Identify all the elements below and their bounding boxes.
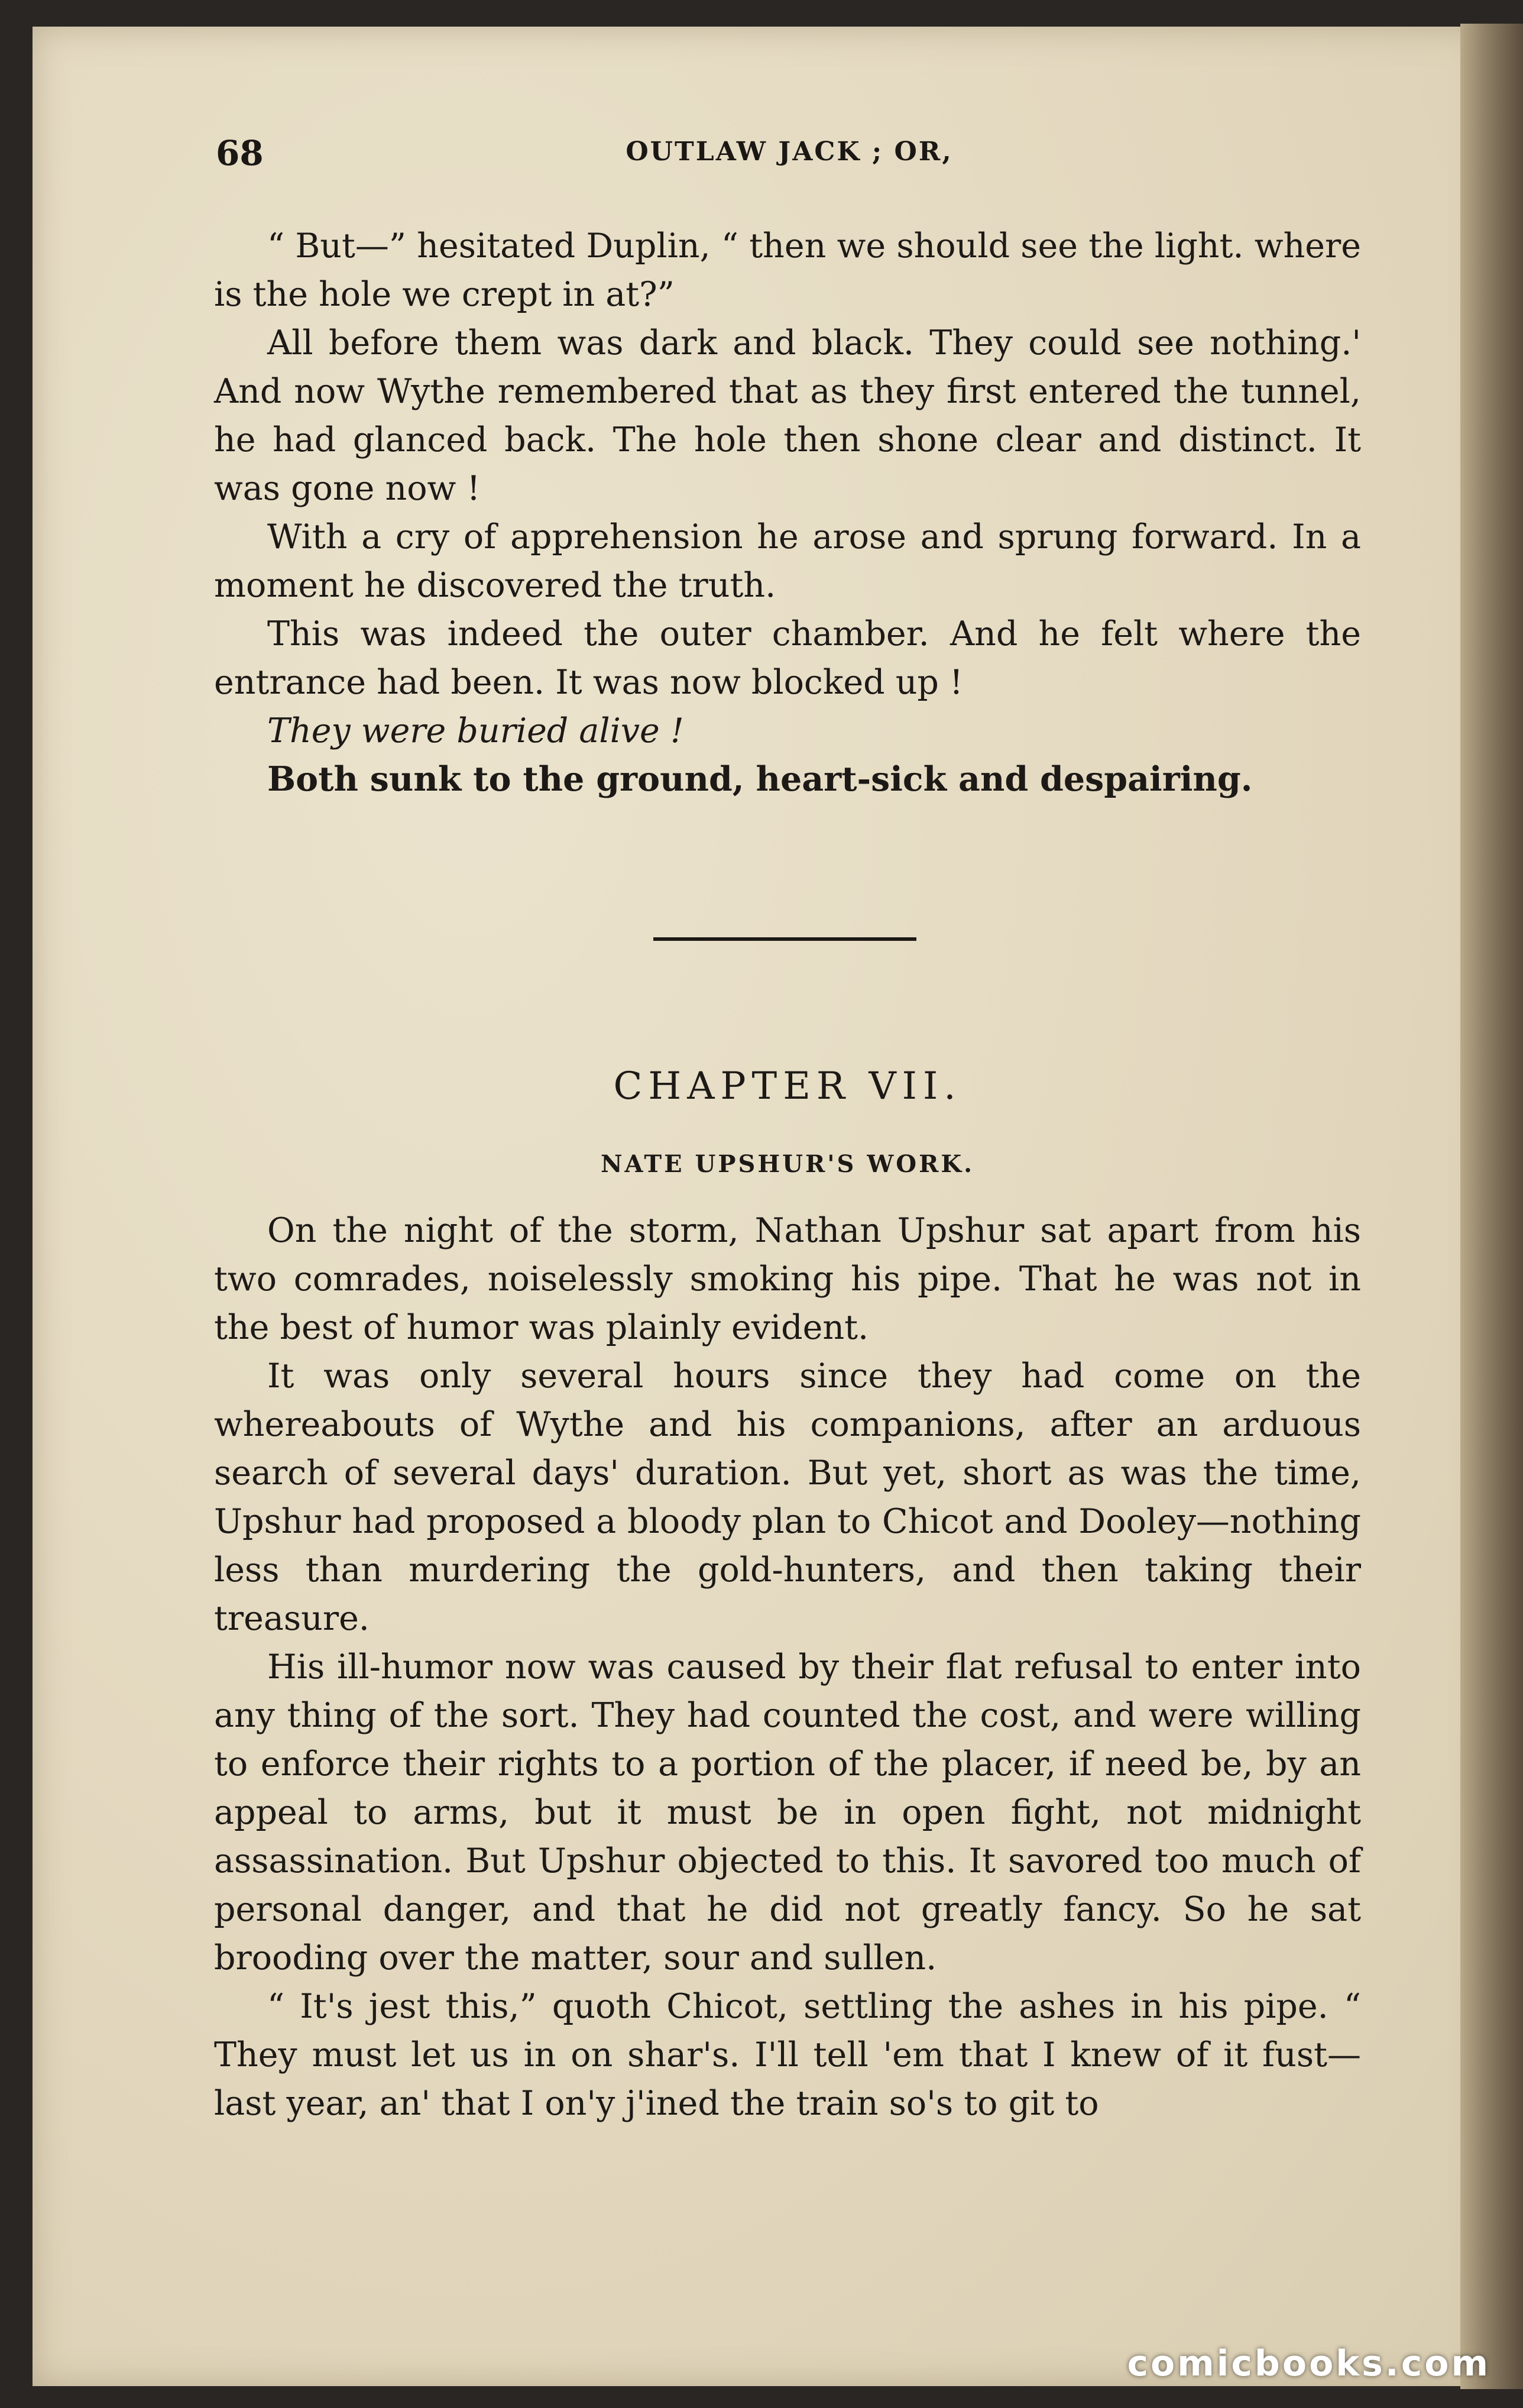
paragraph: All before them was dark and black. They could see nothing.' And now Wythe remembered that as they first entered the tunnel, he had glanced back. The hole then shone clear and distinct. It was gone now ! xyxy=(214,323,1361,508)
paragraph: It was only several hours since they had come on the whereabouts of Wythe and his companions, after an arduous search of several days' duration. But yet, short as was the time, Upshur had proposed a bloody plan to Chicot and Dooley—nothing less than murdering the gold-hunters, and then taking their treasure. xyxy=(214,1357,1361,1638)
chapter-subtitle: NATE UPSHUR'S WORK. xyxy=(600,1150,975,1178)
book-spine xyxy=(1460,24,1523,2389)
paragraph: They were buried alive ! xyxy=(267,711,684,750)
paragraph: This was indeed the outer chamber. And he felt where the entrance had been. It was now blocked up ! xyxy=(214,614,1361,702)
paragraph: “ But—” hesitated Duplin, “ then we should see the light. where is the hole we crept in at?” xyxy=(214,226,1361,314)
section-divider xyxy=(653,937,916,941)
chapter-title: CHAPTER VII. xyxy=(613,1064,962,1108)
section-1-text xyxy=(214,222,1361,804)
page-header xyxy=(216,133,1363,180)
section-2-text xyxy=(214,1206,1361,2128)
paragraph: His ill-humor now was caused by their flat refusal to enter into any thing of the sort. They had counted the cost, and were willing to enforce their rights to a portion of the placer, if need be, by an appeal to arms, but it must be in open fight, not midnight assassination. But Upshur objected to this. It savored too much of personal danger, and that he did not greatly fancy. So he sat brooding over the matter, sour and sullen. xyxy=(214,1648,1361,1977)
paragraph: On the night of the storm, Nathan Upshur sat apart from his two comrades, noiselessly smoking his pipe. That he was not in the best of humor was plainly evident. xyxy=(214,1211,1361,1347)
site-watermark: comicbooks.com xyxy=(1127,2343,1490,2384)
paragraph: “ It's jest this,” quoth Chicot, settling the ashes in his pipe. “ They must let us in on shar's. I'll tell 'em that I knew of it fust—last year, an' that I on'y j'ined the train so's to git to xyxy=(214,1987,1361,2123)
paragraph: With a cry of apprehension he arose and sprung forward. In a moment he discovered the truth. xyxy=(214,517,1361,605)
running-title: OUTLAW JACK ; OR, xyxy=(626,137,953,167)
paragraph: Both sunk to the ground, heart-sick and despairing. xyxy=(267,759,1253,799)
page-number: 68 xyxy=(216,133,264,173)
